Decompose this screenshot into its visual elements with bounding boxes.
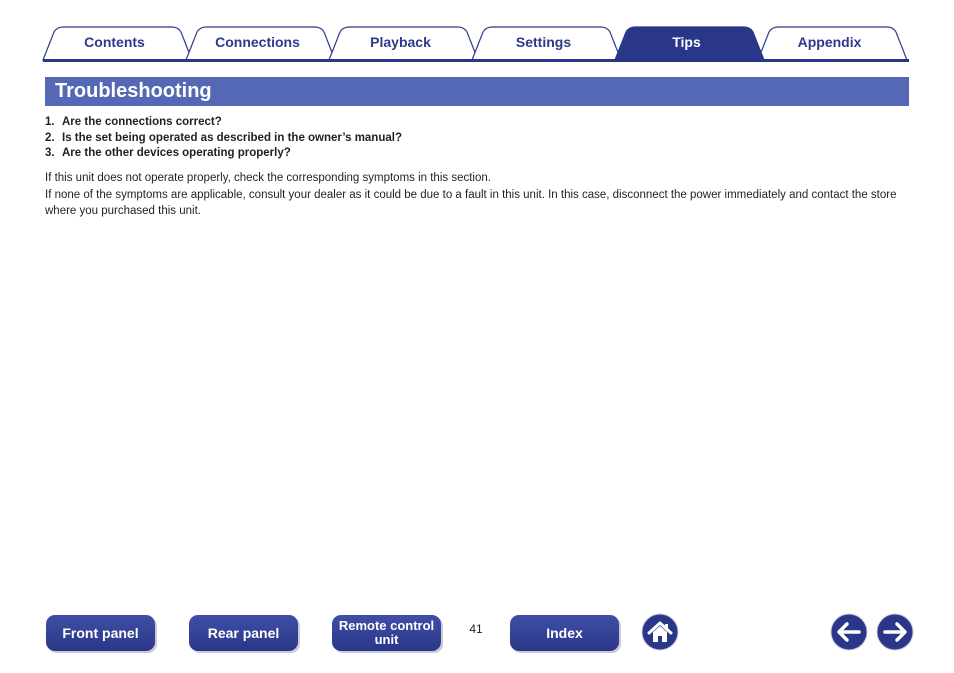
checklist [45,115,402,162]
checklist-item [45,115,402,131]
checklist-number: 2. [45,131,55,144]
remote-control-unit-button[interactable] [332,615,441,651]
tab-settings[interactable]: Settings [515,34,572,50]
previous-page-button[interactable] [830,613,868,651]
next-page-button[interactable] [876,613,914,651]
front-panel-button[interactable] [46,615,155,651]
checklist-text: Is the set being operated as described in the owner’s manual? [62,131,402,144]
arrow-right-icon [876,613,914,651]
arrow-left-icon [830,613,868,651]
remote-control-label-line2: unit [374,632,399,647]
tab-tips[interactable]: Tips [672,34,701,50]
index-button[interactable] [510,615,619,651]
checklist-number: 1. [45,116,55,128]
rear-panel-label: Rear panel [207,625,280,641]
tab-playback[interactable]: Playback [370,34,431,50]
checklist-number: 3. [45,147,55,159]
checklist-item [45,131,402,147]
remote-control-label-line1: Remote control [338,618,435,633]
checklist-item [45,146,402,162]
page-number: 41 [469,622,483,636]
tab-connections[interactable]: Connections [215,34,300,50]
index-label: Index [546,625,583,641]
dealer-paragraph: If none of the symptoms are applicable, consult your dealer as it could be due to a fault in this unit. In this case, disconnect the power immediately and contact the store where you purchased this unit. [45,189,897,217]
home-button[interactable] [641,613,679,651]
tab-underline [43,59,909,62]
tab-contents[interactable]: Contents [84,34,145,50]
checklist-text: Are the connections correct? [62,116,222,128]
page-title: Troubleshooting [55,80,212,102]
tab-bar [0,0,954,66]
rear-panel-button[interactable] [189,615,298,651]
front-panel-label: Front panel [62,625,139,641]
section-title-band [45,77,909,106]
intro-paragraph: If this unit does not operate properly, check the corresponding symptoms in this section. [45,172,491,184]
home-icon [641,613,679,651]
tab-appendix[interactable]: Appendix [797,34,862,50]
checklist-text: Are the other devices operating properly? [62,147,291,159]
